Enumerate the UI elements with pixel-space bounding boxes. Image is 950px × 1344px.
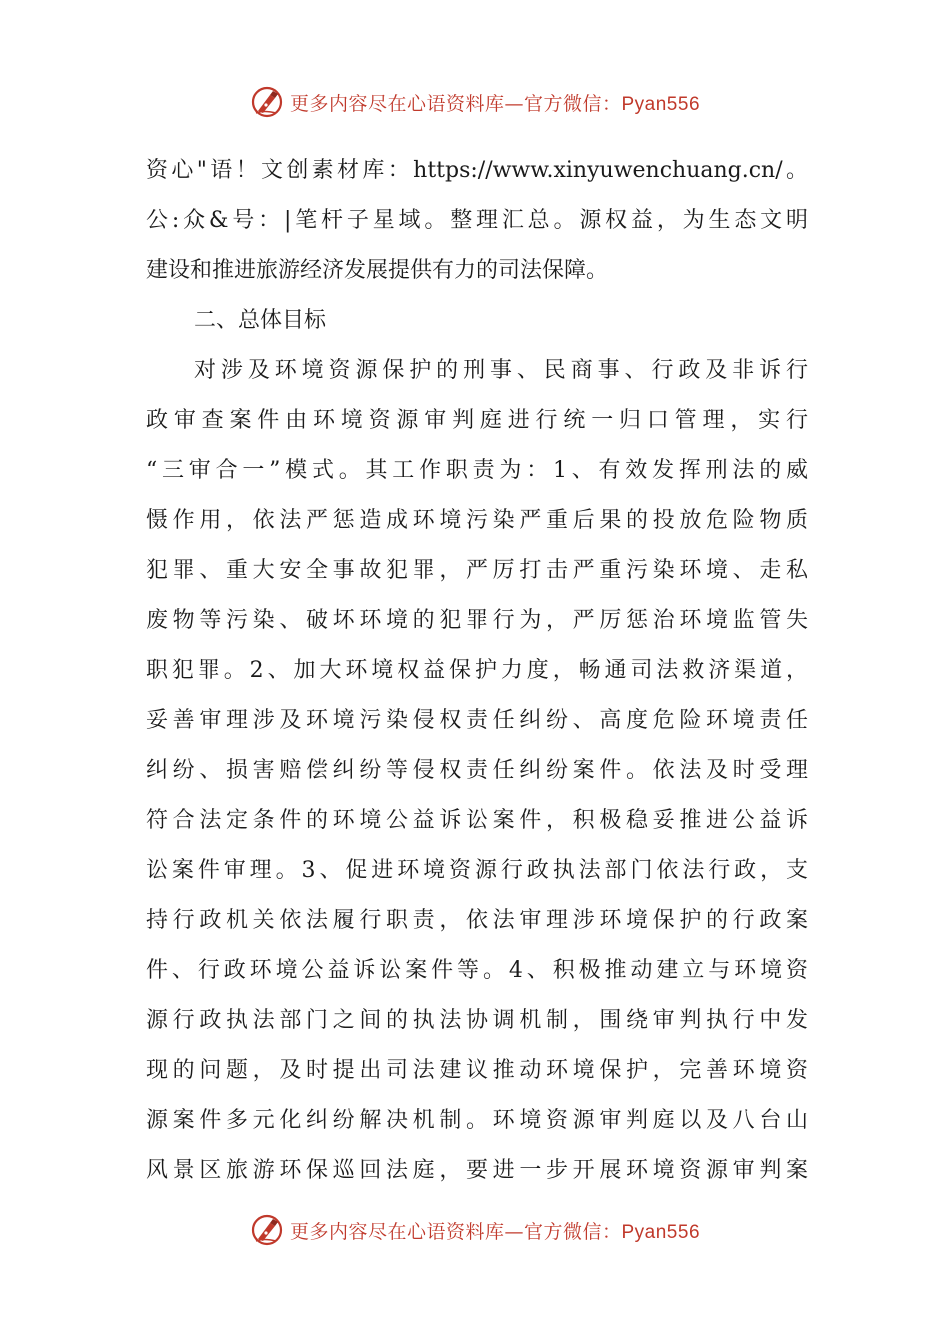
banner-label: 更多内容尽在心语资料库—官方微信： (289, 1220, 622, 1243)
pen-nib-logo-icon (250, 85, 284, 119)
text-line: “三审合一”模式。其工作职责为：1、有效发挥刑法的威 (146, 458, 808, 483)
text-line: 持行政机关依法履行职责，依法审理涉环境保护的行政案 (146, 908, 808, 933)
banner-text (290, 89, 700, 116)
section-heading: 二、总体目标 (194, 308, 327, 333)
text-line: 件、行政环境公益诉讼案件等。4、积极推动建立与环境资 (146, 958, 808, 983)
text-line: 公:众&号：|笔杆子星域。整理汇总。源权益，为生态文明 (146, 208, 808, 233)
text-line: 慑作用，依法严惩造成环境污染严重后果的投放危险物质 (146, 508, 808, 533)
text-line: 对涉及环境资源保护的刑事、民商事、行政及非诉行 (194, 358, 808, 383)
text-line: 政审查案件由环境资源审判庭进行统一归口管理，实行 (146, 408, 808, 433)
header-banner (0, 82, 950, 122)
banner-label: 更多内容尽在心语资料库—官方微信： (289, 92, 622, 115)
text-line: 资心"语！文创素材库：https://www.xinyuwenchuang.cn/。 (146, 158, 808, 183)
text-line: 符合法定条件的环境公益诉讼案件，积极稳妥推进公益诉 (146, 808, 808, 833)
banner-wechat-id: Pyan556 (621, 93, 701, 115)
text-line: 废物等污染、破坏环境的犯罪行为，严厉惩治环境监管失 (146, 608, 808, 633)
text-line: 犯罪、重大安全事故犯罪，严厉打击严重污染环境、走私 (146, 558, 808, 583)
text-line: 源案件多元化纠纷解决机制。环境资源审判庭以及八台山 (146, 1108, 808, 1133)
footer-banner (0, 1210, 950, 1250)
text-line: 现的问题，及时提出司法建议推动环境保护，完善环境资 (146, 1058, 808, 1083)
document-body (146, 146, 808, 1196)
text-line: 纠纷、损害赔偿纠纷等侵权责任纠纷案件。依法及时受理 (146, 758, 808, 783)
text-line: 讼案件审理。3、促进环境资源行政执法部门依法行政，支 (146, 858, 808, 883)
text-line: 风景区旅游环保巡回法庭，要进一步开展环境资源审判案 (146, 1158, 808, 1183)
text-line: 源行政执法部门之间的执法协调机制，围绕审判执行中发 (146, 1008, 808, 1033)
pen-nib-logo-icon (250, 1213, 284, 1247)
banner-text (290, 1217, 700, 1244)
text-line: 职犯罪。2、加大环境权益保护力度，畅通司法救济渠道， (146, 658, 808, 683)
text-line: 妥善审理涉及环境污染侵权责任纠纷、高度危险环境责任 (146, 708, 808, 733)
banner-wechat-id: Pyan556 (621, 1221, 701, 1243)
text-line: 建设和推进旅游经济发展提供有力的司法保障。 (146, 258, 609, 283)
